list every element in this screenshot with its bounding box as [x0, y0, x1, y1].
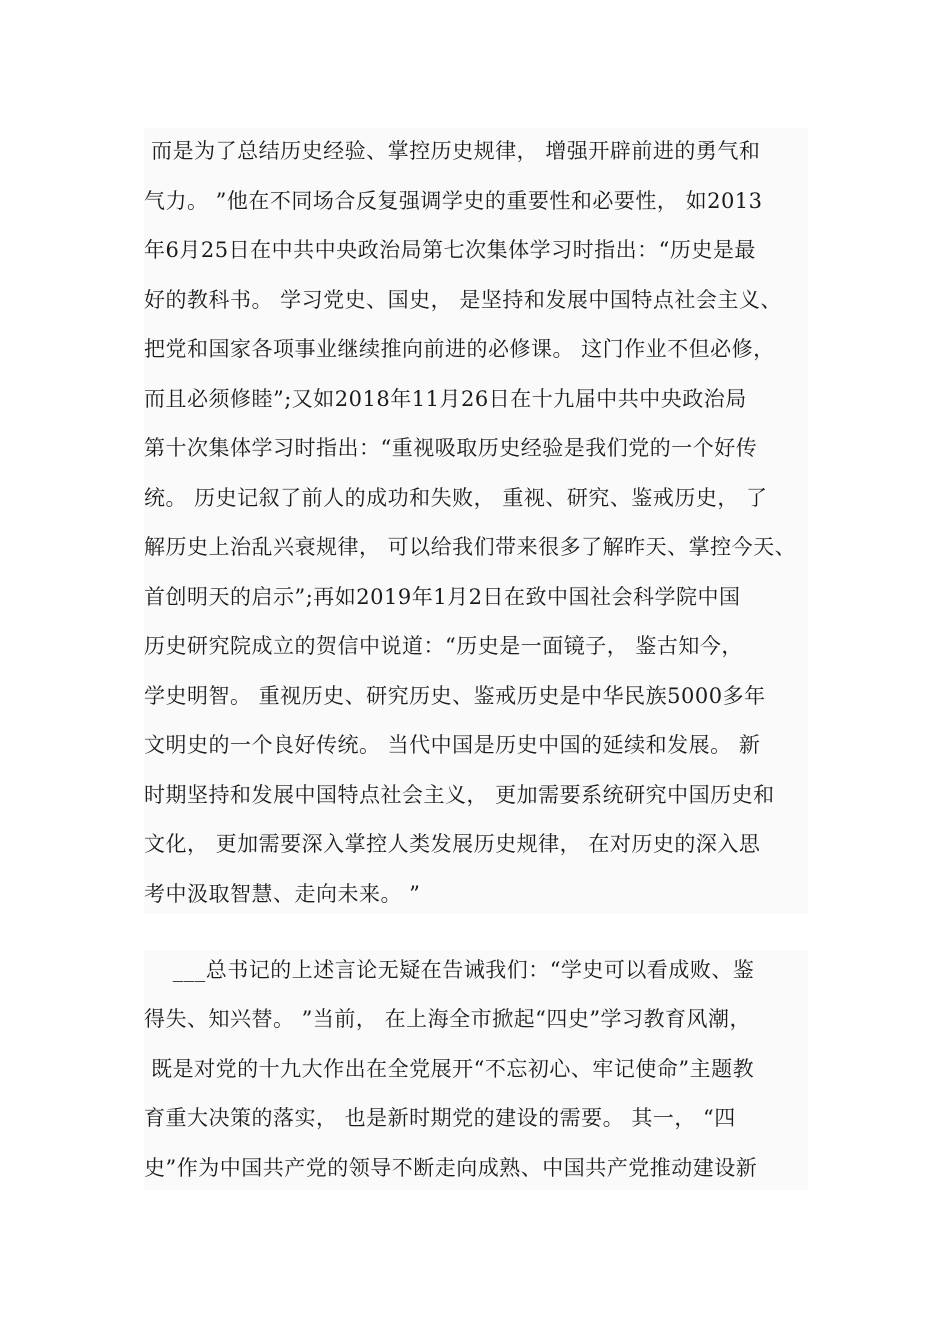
paragraph-1 [144, 128, 808, 914]
paragraph-2-line: 得失、知兴替。 ”当前， 在上海全市掀起“四史”学习教育风潮， [144, 1007, 752, 1031]
paragraph-1-line: 气力。 ”他在不同场合反复强调学史的重要性和必要性， 如2013 [144, 189, 763, 213]
paragraph-2-line: ___总书记的上述言论无疑在告诫我们：“学史可以看成败、鉴 [144, 958, 755, 982]
paragraph-1-line: 考中汲取智慧、走向未来。 ” [144, 882, 421, 906]
paragraph-1-line: 解历史上治乱兴衰规律， 可以给我们带来很多了解昨天、掌控今天、 [144, 535, 797, 559]
paragraph-1-line: 而且必须修睦”;又如2018年11月26日在十九届中共中央政治局 [144, 387, 747, 411]
paragraph-1-line: 文明史的一个良好传统。 当代中国是历史中国的延续和发展。 新 [144, 733, 761, 757]
paragraph-1-line: 而是为了总结历史经验、掌控历史规律， 增强开辟前进的勇气和 [144, 139, 761, 163]
paragraph-1-line: 第十次集体学习时指出：“重视吸取历史经验是我们党的一个好传 [144, 436, 758, 460]
paragraph-1-line: 把党和国家各项事业继续推向前进的必修课。 这门作业不但必修， [144, 337, 775, 361]
paragraph-2-line: 既是对党的十九大作出在全党展开“不忘初心、牢记使命”主题教 [144, 1057, 755, 1081]
paragraph-1-line: 时期坚持和发展中国特点社会主义， 更加需要系统研究中国历史和 [144, 783, 775, 807]
paragraph-1-line: 文化， 更加需要深入掌控人类发展历史规律， 在对历史的深入思 [144, 832, 761, 856]
paragraph-1-line: 统。 历史记叙了前人的成功和失败， 重视、研究、鉴戒历史， 了 [144, 486, 768, 510]
paragraph-1-line: 历史研究院成立的贺信中说道：“历史是一面镜子， 鉴古知今， [144, 634, 743, 658]
paragraph-2-line: 史”作为中国共产党的领导不断走向成熟、中国共产党推动建设新 [144, 1156, 758, 1180]
paragraph-1-line: 首创明天的启示”;再如2019年1月2日在致中国社会科学院中国 [144, 585, 741, 609]
paragraph-2 [144, 950, 808, 1190]
paragraph-1-line: 年6月25日在中共中央政治局第七次集体学习时指出：“历史是最 [144, 238, 756, 262]
paragraph-2-line: 育重大决策的落实， 也是新时期党的建设的需要。 其一， “四 [144, 1106, 736, 1130]
paragraph-1-line: 好的教科书。 学习党史、国史， 是坚持和发展中国特点社会主义、 [144, 288, 782, 312]
paragraph-1-line: 学史明智。 重视历史、研究历史、鉴戒历史是中华民族5000多年 [144, 684, 766, 708]
